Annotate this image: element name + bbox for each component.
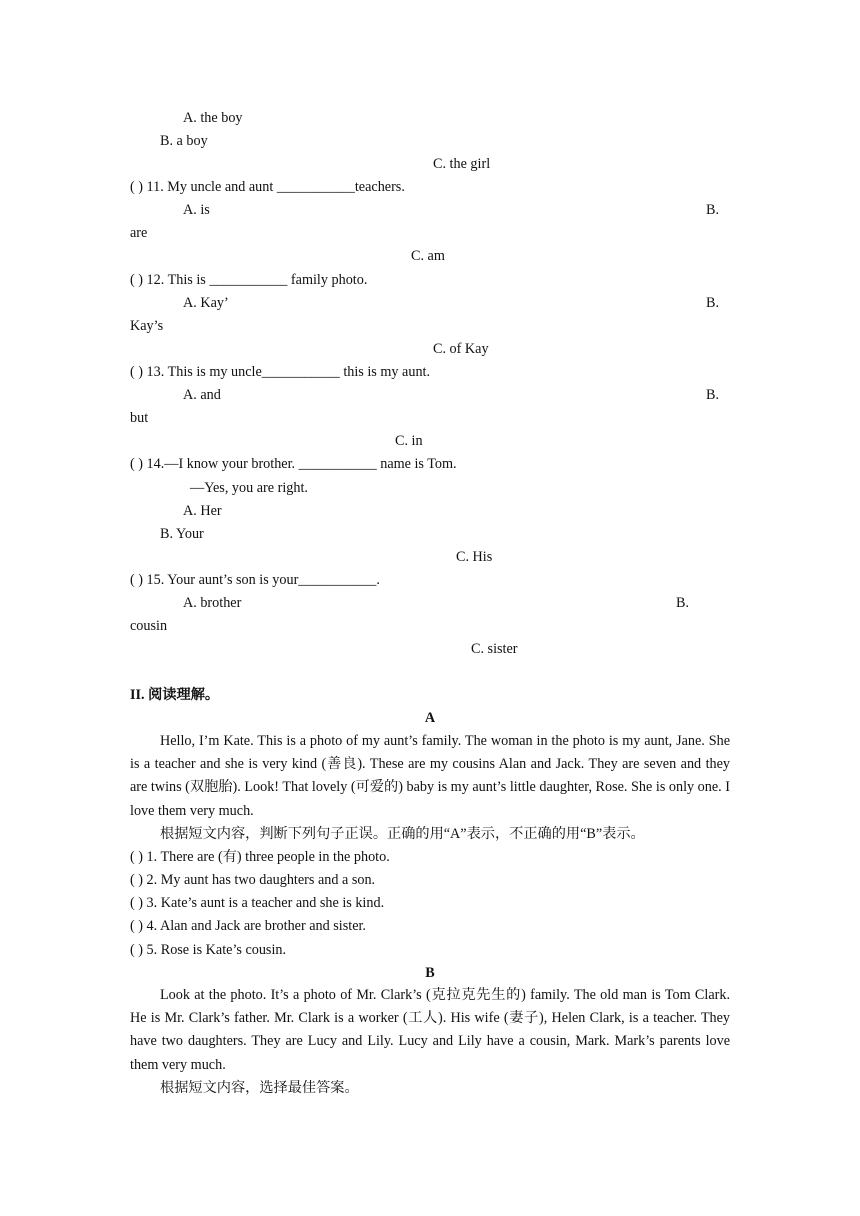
- q12-option-c: C. of Kay: [433, 341, 489, 357]
- q12-stem: ( ) 12. This is ___________ family photo.: [130, 272, 368, 288]
- q10-option-b: B. a boy: [160, 133, 208, 149]
- passage-a-item-4: ( ) 4. Alan and Jack are brother and sister.: [130, 918, 366, 934]
- q13-option-b-text: but: [130, 410, 149, 426]
- q13-option-b-label: B.: [706, 387, 720, 403]
- q14-reply: —Yes, you are right.: [190, 480, 308, 496]
- q11-option-b-text: are: [130, 225, 148, 241]
- q10-option-c: C. the girl: [433, 156, 491, 172]
- q11-option-b-label: B.: [706, 202, 720, 218]
- q10-option-a: A. the boy: [183, 110, 243, 126]
- q12-option-b-text: Kay’s: [130, 318, 164, 334]
- q12-option-a: A. Kay’: [183, 295, 229, 311]
- q13-option-a: A. and: [183, 387, 221, 403]
- q14-option-c: C. His: [456, 549, 493, 565]
- q14-option-b: B. Your: [160, 526, 204, 542]
- q14-option-a: A. Her: [183, 503, 222, 519]
- q15-stem: ( ) 15. Your aunt’s son is your___________.: [130, 572, 380, 588]
- q12-option-b-label: B.: [706, 295, 720, 311]
- passage-a-instruction: 根据短文内容，判断下列句子正误。正确的用“A”表示，不正确的用“B”表示。: [160, 826, 645, 842]
- q11-option-c: C. am: [411, 248, 445, 264]
- passage-a-heading: A: [424, 710, 436, 726]
- q15-option-c: C. sister: [471, 641, 518, 657]
- q14-stem: ( ) 14.—I know your brother. ___________ name is Tom.: [130, 456, 457, 472]
- q15-option-b-text: cousin: [130, 618, 168, 634]
- passage-a-item-1: ( ) 1. There are (有) three people in the photo.: [130, 849, 390, 865]
- passage-b-instruction: 根据短文内容，选择最佳答案。: [160, 1080, 359, 1096]
- section-title: II. 阅读理解。: [130, 687, 220, 703]
- q15-option-b-label: B.: [676, 595, 690, 611]
- q11-option-a: A. is: [183, 202, 210, 218]
- passage-a-text: Hello, I’m Kate. This is a photo of my aunt’s family. The woman in the photo is my aunt, Jane. She is a teacher and she is very kind (善良). These are my cousins Alan and Jack. They are seven and they are twins (双胞胎). Look! That lovely (可爱的) baby is my aunt’s little daughter, Rose. She is only one. I love them very much.: [130, 733, 730, 819]
- q13-stem: ( ) 13. This is my uncle___________ this is my aunt.: [130, 364, 431, 380]
- q13-option-c: C. in: [395, 433, 423, 449]
- passage-a-item-3: ( ) 3. Kate’s aunt is a teacher and she is kind.: [130, 895, 385, 911]
- q11-stem: ( ) 11. My uncle and aunt ___________teachers.: [130, 179, 405, 195]
- passage-a-item-2: ( ) 2. My aunt has two daughters and a son.: [130, 872, 376, 888]
- q15-option-a: A. brother: [183, 595, 242, 611]
- passage-b-text: Look at the photo. It’s a photo of Mr. Clark’s (克拉克先生的) family. The old man is Tom Clark. He is Mr. Clark’s father. Mr. Clark is a worker (工人). His wife (妻子), Helen Clark, is a teacher. They have two daughters. They are Lucy and Lily. Lucy and Lily have a cousin, Mark. Mark’s parents love them very much.: [130, 987, 730, 1073]
- passage-b-heading: B: [425, 965, 435, 981]
- passage-a-item-5: ( ) 5. Rose is Kate’s cousin.: [130, 942, 287, 958]
